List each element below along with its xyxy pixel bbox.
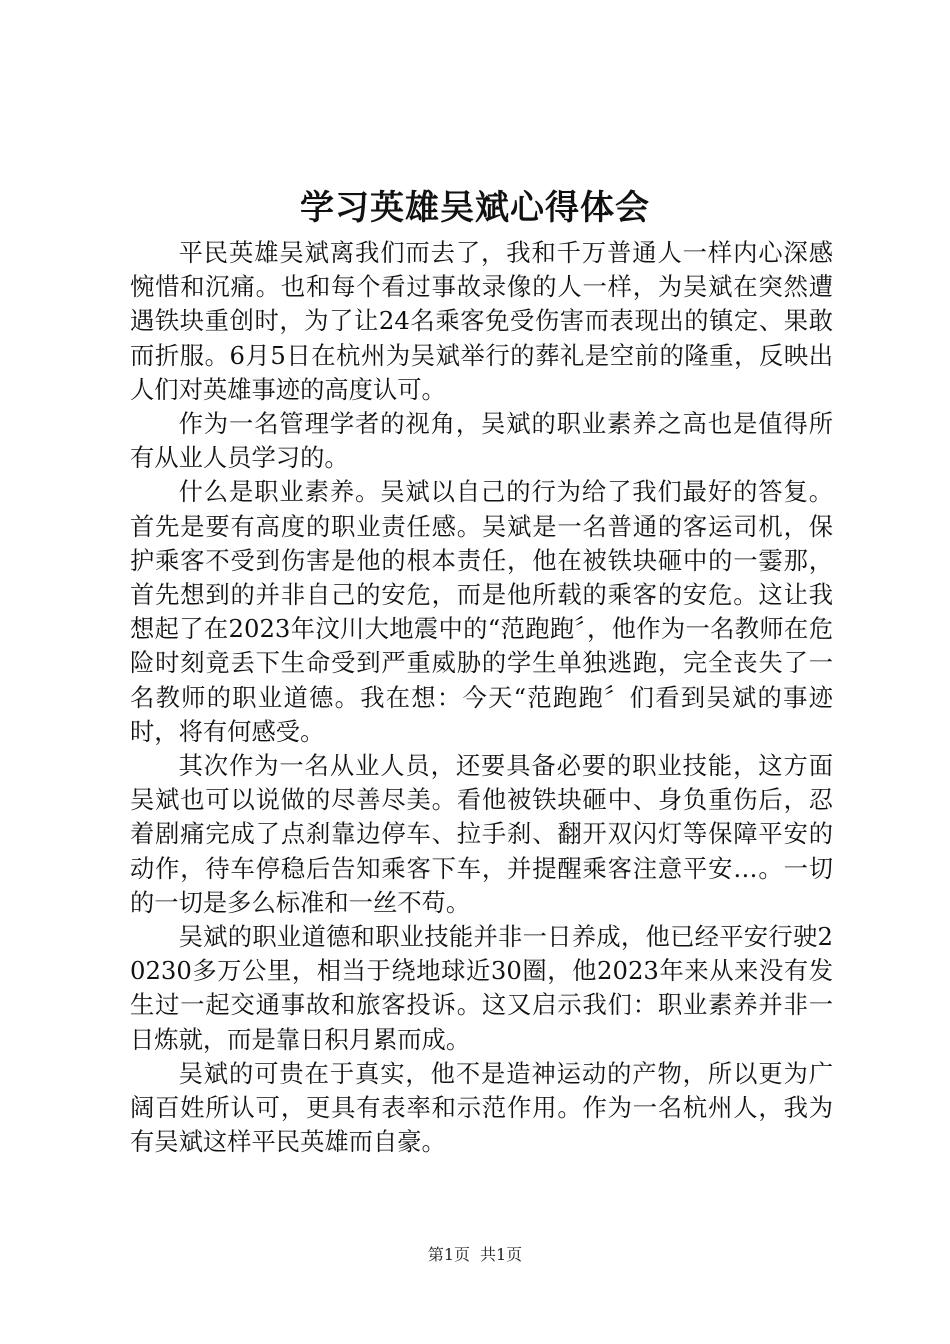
- paragraph-5: 吴斌的职业道德和职业技能并非一日养成，他已经平安行驶20230多万公里，相当于绕地球近30圈，他2023年来从来没有发生过一起交通事故和旅客投诉。这又启示我们：职业素养并非一日炼就，而是靠日积月累而成。: [130, 922, 833, 1054]
- page-footer: [0, 1244, 950, 1266]
- paragraph-1: 平民英雄吴斌离我们而去了，我和千万普通人一样内心深感惋惜和沉痛。也和每个看过事故录像的人一样，为吴斌在突然遭遇铁块重创时，为了让24名乘客免受伤害而表现出的镇定、果敢而折服。6月5日在杭州为吴斌举行的葬礼是空前的隆重，反映出人们对英雄事迹的高度认可。: [130, 238, 833, 404]
- page-total: 共1页: [480, 1245, 523, 1264]
- page-title: 学习英雄吴斌心得体会: [300, 188, 650, 228]
- paragraph-3: 什么是职业素养。吴斌以自己的行为给了我们最好的答复。首先是要有高度的职业责任感。吴斌是一名普通的客运司机，保护乘客不受到伤害是他的根本责任，他在被铁块砸中的一霎那，首先想到的并非自己的安危，而是他所载的乘客的安危。这让我想起了在2023年汶川大地震中的“范跑跑〞，他作为一名教师在危险时刻竟丢下生命受到严重威胁的学生单独逃跑，完全丧失了一名教师的职业道德。我在想：今天“范跑跑〞们看到吴斌的事迹时，将有何感受。: [130, 477, 833, 746]
- paragraph-4: 其次作为一名从业人员，还要具备必要的职业技能，这方面吴斌也可以说做的尽善尽美。看他被铁块砸中、身负重伤后，忍着剧痛完成了点刹靠边停车、拉手刹、翻开双闪灯等保障平安的动作，待车停稳后告知乘客下车，并提醒乘客注意平安…。一切的一切是多么标准和一丝不苟。: [130, 751, 833, 917]
- page-number: 第1页: [427, 1245, 470, 1264]
- paragraph-2: 作为一名管理学者的视角，吴斌的职业素养之高也是值得所有从业人员学习的。: [130, 409, 833, 473]
- document-body: [130, 236, 833, 1159]
- paragraph-6: 吴斌的可贵在于真实，他不是造神运动的产物，所以更为广阔百姓所认可，更具有表率和示范作用。作为一名杭州人，我为有吴斌这样平民英雄而自豪。: [130, 1058, 833, 1157]
